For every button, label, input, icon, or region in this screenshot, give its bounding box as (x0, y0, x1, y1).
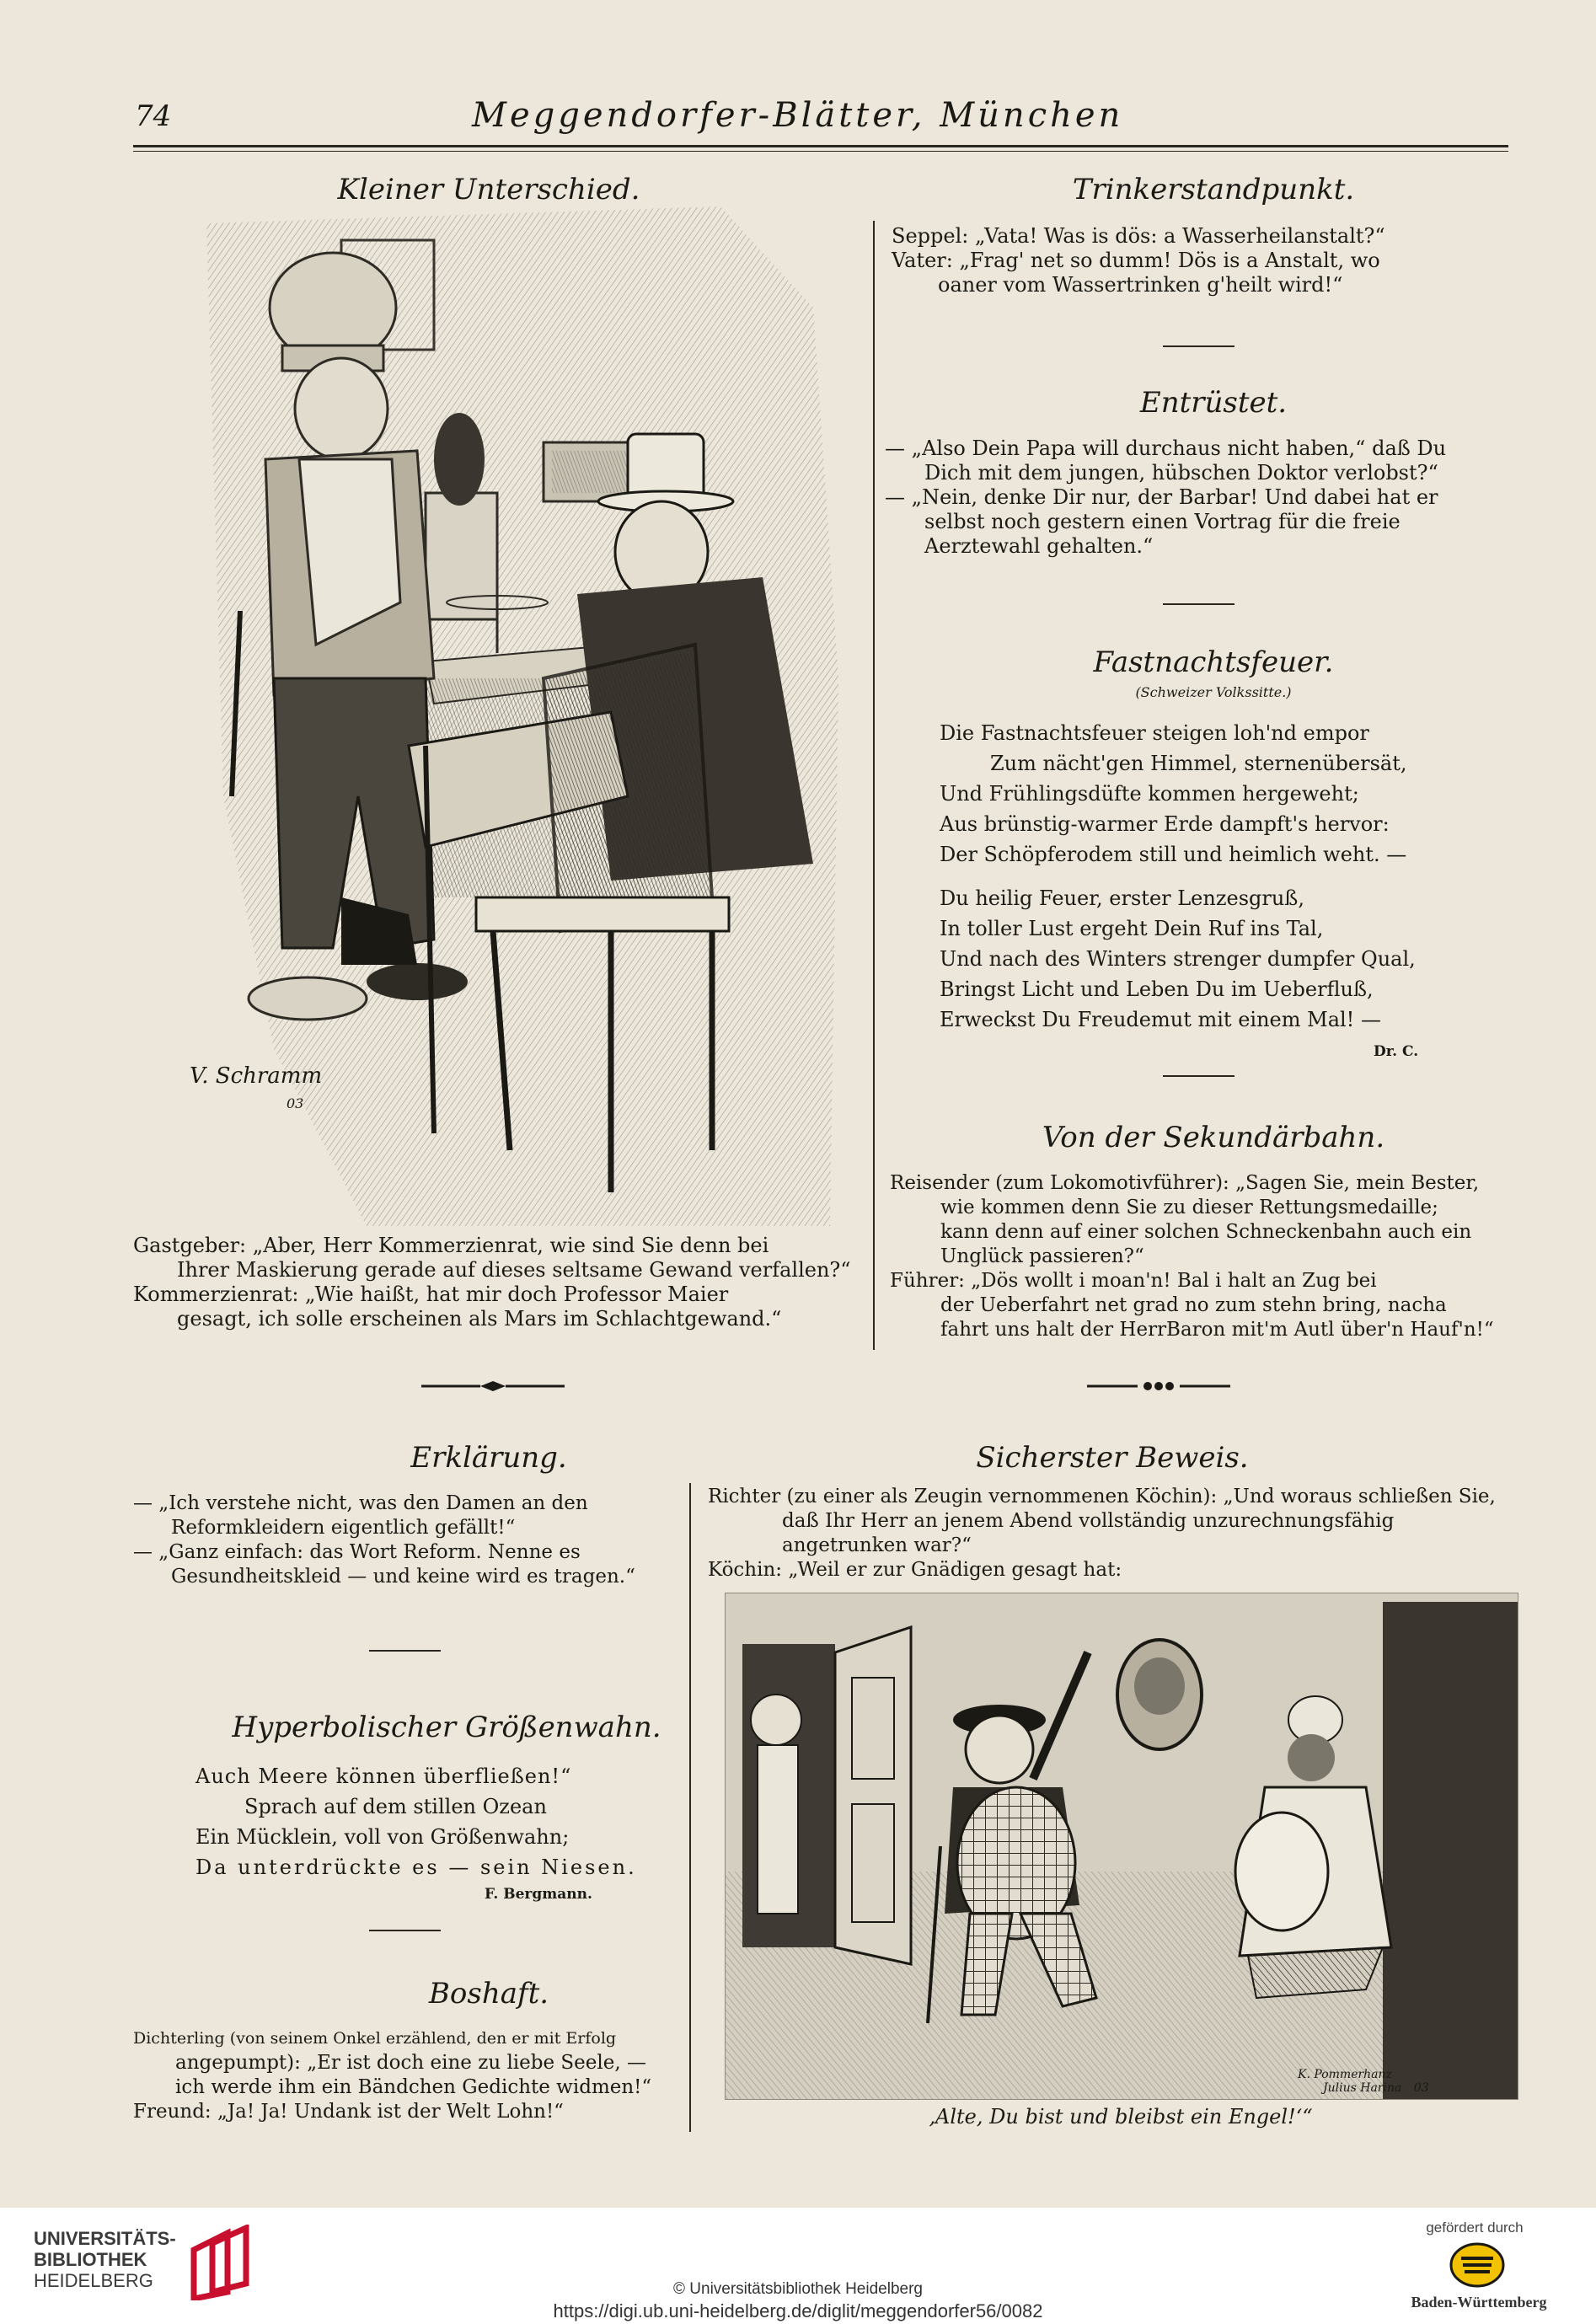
ornament-right (1087, 1379, 1230, 1389)
header-rule-top (133, 145, 1508, 147)
section-title-fastnachtsfeuer: Fastnachtsfeuer. (1093, 645, 1334, 679)
section-title-trinkerstandpunkt: Trinkerstandpunkt. (1072, 173, 1355, 206)
text-boshaft (133, 2026, 681, 2124)
artist-year-kleiner: 03 (287, 1095, 304, 1111)
section-title-kleiner-unterschied: Kleiner Unterschied. (337, 173, 640, 206)
library-name-line: BIBLIOTHEK (34, 2249, 147, 2270)
text-line: angetrunken war?“ (782, 1534, 972, 1556)
text-line: daß Ihr Herr an jenem Abend vollständig unzurechnungsfähig (782, 1510, 1395, 1532)
section-title-beweis: Sicherster Beweis. (976, 1441, 1249, 1475)
poem-line: Und nach des Winters strenger dumpfer Qual, (940, 947, 1416, 971)
text-line: oaner vom Wassertrinken g'heilt wird!“ (938, 273, 1343, 297)
poem-line: Sprach auf dem stillen Ozean (244, 1795, 547, 1818)
poem-line: Erweckst Du Freudemut mit einem Mal! — (940, 1008, 1381, 1031)
poem-line: Ein Mücklein, voll von Größenwahn; (195, 1825, 570, 1849)
artist-signature-line (1298, 2081, 1429, 2095)
text-line: Reformkleidern eigentlich gefällt!“ (171, 1517, 516, 1539)
journal-title: Meggendorfer-Blätter, München (472, 96, 1124, 135)
artist-signature-line: K. Pommerhanz (1298, 2068, 1392, 2081)
caption-line: Kommerzienrat: „Wie haißt, hat mir doch Professor Maier (133, 1282, 729, 1306)
text-line: kann denn auf einer solchen Schneckenbahn auch ein (940, 1221, 1472, 1243)
subtitle-fastnachtsfeuer: (Schweizer Volkssitte.) (1135, 684, 1292, 700)
caption-line: Ihrer Maskierung gerade auf dieses seltsame Gewand verfallen?“ (177, 1258, 851, 1282)
text-line: — „Nein, denke Dir nur, der Barbar! Und dabei hat er (885, 485, 1438, 509)
text-line: Richter (zu einer als Zeugin vernommenen Köchin): „Und woraus schließen Sie, (708, 1486, 1496, 1507)
section-title-entruestet: Entrüstet. (1139, 386, 1288, 420)
text-line: Dich mit dem jungen, hübschen Doktor verlobst?“ (924, 461, 1438, 485)
text-line: — „Ganz einfach: das Wort Reform. Nenne es (133, 1541, 581, 1563)
poem-line: Da unterdrückte es — sein Niesen. (195, 1855, 637, 1879)
rule (1163, 603, 1234, 605)
text-line: Vater: „Frag' net so dumm! Dös is a Anstalt, wo (892, 249, 1380, 272)
text-line: wie kommen denn Sie zu dieser Rettungsmedaille; (940, 1197, 1438, 1218)
poem-line: Bringst Licht und Leben Du im Ueberfluß, (940, 977, 1374, 1001)
poem-line: Aus brünstig-warmer Erde dampft's hervor: (940, 812, 1390, 836)
text-erklaerung (133, 1491, 672, 1589)
rule (369, 1650, 441, 1652)
text-line: selbst noch gestern einen Vortrag für die freie (924, 510, 1401, 533)
text-line (133, 2026, 681, 2051)
artist-name-2: Julius Harina (1323, 2081, 1402, 2095)
poem-line: In toller Lust ergeht Dein Ruf ins Tal, (940, 917, 1324, 940)
text-line: Seppel: „Vata! Was is dös: a Wasserheilanstalt?“ (892, 224, 1385, 248)
section-title-erklaerung: Erklärung. (410, 1441, 567, 1475)
text-line: Freund: „Ja! Ja! Undank ist der Welt Lohn!“ (133, 2101, 564, 2123)
text-beweis (708, 1485, 1508, 1582)
poem-line: Der Schöpferodem still und heimlich weht. — (940, 843, 1407, 866)
author-fastnachtsfeuer: Dr. C. (1374, 1043, 1419, 1060)
artist-year: 03 (1413, 2081, 1429, 2095)
header-rule-bottom (133, 151, 1508, 152)
caption-line: gesagt, ich solle erscheinen als Mars im Schlachtgewand.“ (177, 1307, 782, 1331)
poem-fastnachtsfeuer (940, 718, 1479, 1035)
text-line: Gesundheitskleid — und keine wird es tragen.“ (171, 1566, 635, 1588)
rule (1163, 1075, 1234, 1077)
column-divider-bottom (689, 1483, 691, 2132)
artist-signature-beweis (1298, 2068, 1429, 2095)
text-line: — „Ich verstehe nicht, was den Damen an den (133, 1492, 588, 1514)
funded-by-label: gefördert durch (1426, 2220, 1524, 2236)
artist-signature-kleiner (190, 1063, 322, 1089)
text-trinkerstandpunkt (892, 224, 1507, 297)
text-line: angepumpt): „Er ist doch eine zu liebe Seele, — (175, 2052, 646, 2074)
poem-hyperbolisch (195, 1761, 667, 1882)
text-line: Aerztewahl gehalten.“ (924, 534, 1154, 558)
section-title-boshaft: Boshaft. (428, 1977, 549, 2011)
text-line: fahrt uns halt der HerrBaron mit'm Autl über'n Hauf'n!“ (940, 1319, 1494, 1341)
rule (369, 1930, 441, 1931)
rule (1163, 345, 1234, 347)
artist-signature-name: V. Schramm (190, 1063, 323, 1089)
text-line: Unglück passieren?“ (940, 1245, 1144, 1267)
text-line: Führer: „Dös wollt i moan'n! Bal i halt an Zug bei (890, 1270, 1377, 1292)
poem-line: Auch Meere können überfließen!“ (195, 1764, 572, 1788)
illustration-sicherster-beweis (725, 1593, 1518, 2100)
text-line: ich werde ihm ein Bändchen Gedichte widmen!“ (175, 2076, 652, 2098)
poem-line: Und Frühlingsdüfte kommen hergeweht; (940, 782, 1359, 806)
section-title-hyperbolisch: Hyperbolischer Größenwahn. (232, 1711, 661, 1744)
ornament-left (421, 1379, 565, 1389)
text-line: der Ueberfahrt net grad no zum stehn bring, nacha (940, 1294, 1447, 1316)
poem-line: Zum nächt'gen Himmel, sternenübersät, (990, 752, 1407, 775)
section-title-sekundaerbahn: Von der Sekundärbahn. (1042, 1121, 1385, 1154)
caption-line: Gastgeber: „Aber, Herr Kommerzienrat, wie sind Sie denn bei (133, 1234, 769, 1257)
caption-beweis: ‚Alte, Du bist und bleibst ein Engel!‘“ (929, 2105, 1313, 2129)
library-name-line: UNIVERSITÄTS- (34, 2228, 176, 2249)
text-line: — „Also Dein Papa will durchaus nicht haben,“ daß Du (885, 436, 1447, 460)
text-line: Köchin: „Weil er zur Gnädigen gesagt hat: (708, 1559, 1122, 1581)
text-entruestet (885, 436, 1508, 559)
column-divider-top (873, 221, 875, 1350)
text-line: Reisender (zum Lokomotivführer): „Sagen Sie, mein Bester, (890, 1172, 1480, 1194)
library-name-line: HEIDELBERG (34, 2270, 153, 2291)
page-number: 74 (135, 99, 172, 133)
poem-line: Du heilig Feuer, erster Lenzesgruß, (940, 886, 1304, 910)
state-coat-of-arms-icon (1449, 2241, 1505, 2289)
text-span: Dichterling (von seinem Onkel erzählend, den er mit Erfolg (133, 2029, 617, 2048)
copyright-text: © Universitätsbibliothek Heidelberg (673, 2280, 923, 2298)
page-url-link[interactable]: https://digi.ub.uni-heidelberg.de/diglit/meggendorfer56/0082 (553, 2300, 1043, 2321)
author-hyperbolisch: F. Bergmann. (485, 1886, 592, 1903)
state-name: Baden-Württemberg (1411, 2294, 1547, 2311)
footer-bar (0, 2208, 1596, 2324)
text-sekundaerbahn (890, 1171, 1513, 1342)
poem-line: Die Fastnachtsfeuer steigen loh'nd empor (940, 721, 1369, 745)
caption-kleiner (133, 1234, 858, 1331)
